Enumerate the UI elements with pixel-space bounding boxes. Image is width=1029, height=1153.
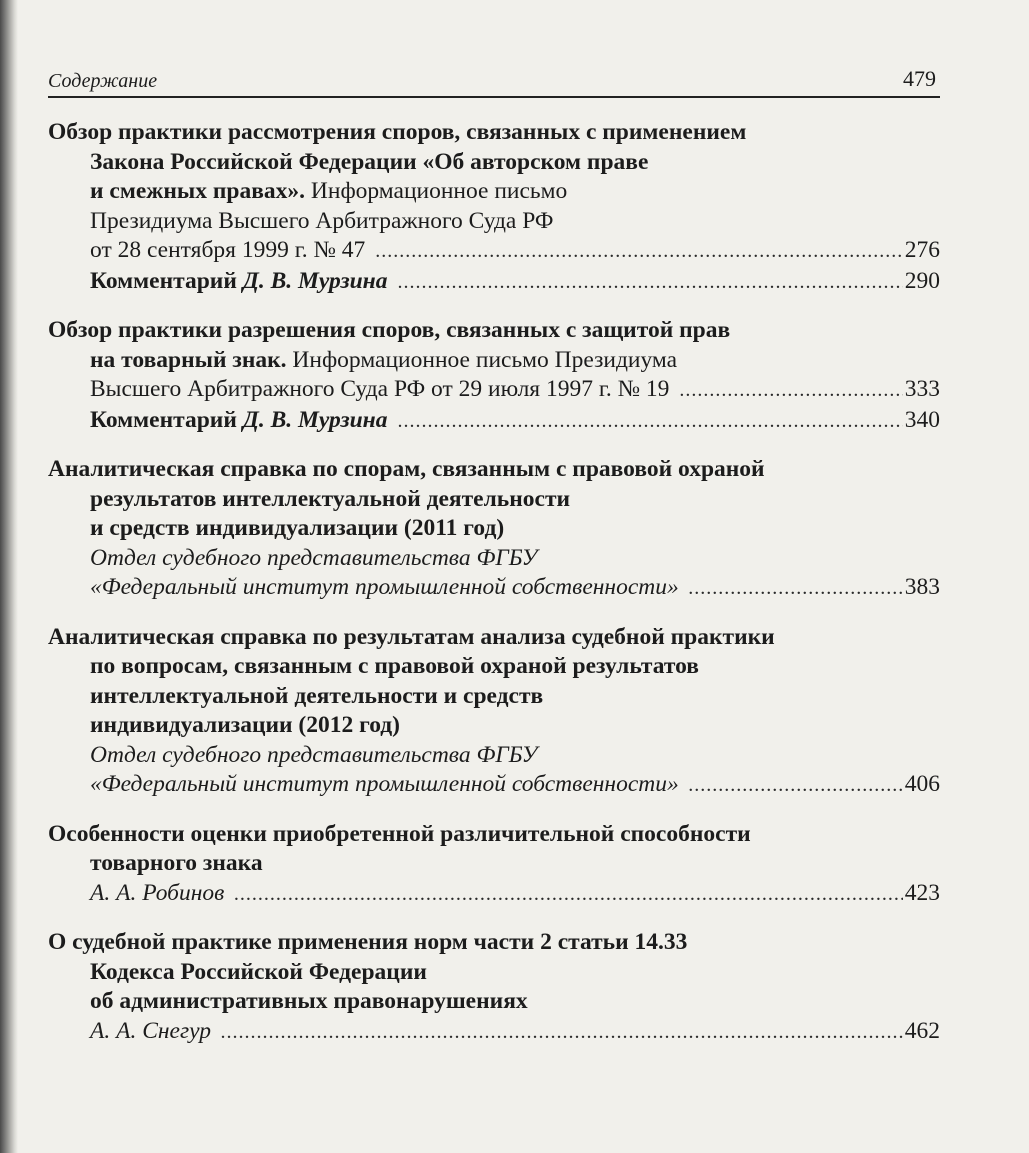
entry-title-line [48, 177, 940, 207]
dot-leader [689, 574, 903, 604]
comment-author: Д. В. Мурзина [242, 267, 388, 294]
entry-doc-line: Президиума Высшего Арбитражного Суда РФ [90, 207, 554, 234]
comment-author: Д. В. Мурзина [242, 406, 388, 433]
entry-page-number: 406 [904, 771, 940, 797]
dot-leader [689, 771, 903, 801]
entry-title-line: Особенности оценки приобретенной различительной способности [48, 820, 751, 847]
entry-page-number: 276 [904, 237, 940, 263]
toc-leader-line[interactable] [48, 573, 940, 604]
entry-title-line: Аналитическая справка по спорам, связанным с правовой охраной [48, 456, 765, 482]
book-spine-shadow [0, 0, 18, 1153]
toc-leader-line[interactable] [48, 375, 940, 406]
entry-title-line: товарного знака [90, 850, 263, 876]
entry-title-line: Обзор практики разрешения споров, связанных с защитой прав [48, 317, 731, 343]
toc-entry [48, 820, 940, 910]
entry-title-line: интеллектуальной деятельности и средств [90, 682, 544, 709]
page-number: 479 [903, 66, 936, 91]
entry-title-line: по вопросам, связанным с правовой охраной результатов [90, 653, 699, 679]
comment-page-number: 290 [904, 267, 940, 294]
dot-leader [679, 376, 902, 406]
dot-leader [375, 237, 902, 267]
leader-text: от 28 сентября 1999 г. № 47 [90, 237, 366, 263]
leader-text: Высшего Арбитражного Суда РФ от 29 июля 1997 г. № 19 [90, 376, 670, 402]
dot-leader [234, 880, 902, 910]
entry-page-number: 383 [904, 574, 940, 600]
comment-label: Комментарий [90, 267, 237, 294]
entry-title-line: результатов интеллектуальной деятельности [90, 485, 571, 512]
toc-entry [48, 623, 940, 801]
toc-entry [48, 118, 940, 297]
entry-title-line: Кодекса Российской Федерации [90, 958, 427, 985]
dot-leader [397, 407, 902, 437]
entry-title-line: и средств индивидуализации (2011 год) [90, 515, 505, 541]
entry-title-line: Обзор практики рассмотрения споров, связанных с применением [48, 119, 747, 145]
dot-leader [221, 1018, 903, 1048]
leader-text: «Федеральный институт промышленной собственности» [90, 574, 679, 600]
entry-page-number: 423 [904, 879, 940, 906]
toc-page [48, 60, 940, 1066]
entry-author-line: Отдел судебного представительства ФГБУ [90, 544, 538, 571]
toc-leader-line[interactable] [48, 879, 940, 910]
table-of-contents [48, 118, 940, 1047]
toc-entry [48, 928, 940, 1047]
entry-doc-text: Информационное письмо Президиума [292, 346, 678, 373]
toc-entry [48, 455, 940, 604]
leader-text: «Федеральный институт промышленной собственности» [90, 771, 679, 797]
entry-page-number: 462 [904, 1017, 940, 1044]
comment-page-number: 340 [904, 406, 940, 433]
entry-title-line: Закона Российской Федерации «Об авторском праве [90, 148, 649, 175]
toc-entry [48, 316, 940, 436]
toc-leader-line[interactable] [48, 236, 940, 267]
entry-doc-text: Информационное письмо [310, 178, 568, 204]
entry-title-line: О судебной практике применения норм части 2 статьи 14.33 [48, 929, 688, 955]
entry-author-line: Отдел судебного представительства ФГБУ [90, 741, 538, 768]
dot-leader [397, 268, 902, 298]
toc-leader-line[interactable] [48, 770, 940, 801]
leader-text: А. А. Снегур [90, 1017, 212, 1044]
toc-comment-line[interactable] [48, 406, 940, 437]
comment-label: Комментарий [90, 406, 237, 433]
entry-title-line: об административных правонарушениях [90, 988, 528, 1014]
entry-title-part: и смежных правах». [90, 178, 306, 204]
section-title: Содержание [48, 70, 158, 92]
running-header [48, 60, 940, 98]
leader-text: А. А. Робинов [90, 879, 225, 906]
entry-title-line: Аналитическая справка по результатам анализа судебной практики [48, 623, 775, 650]
toc-comment-line[interactable] [48, 267, 940, 298]
entry-page-number: 333 [904, 376, 940, 402]
entry-title-line [48, 346, 940, 376]
toc-leader-line[interactable] [48, 1017, 940, 1048]
entry-title-line: индивидуализации (2012 год) [90, 712, 401, 738]
entry-title-part: на товарный знак. [90, 346, 287, 373]
